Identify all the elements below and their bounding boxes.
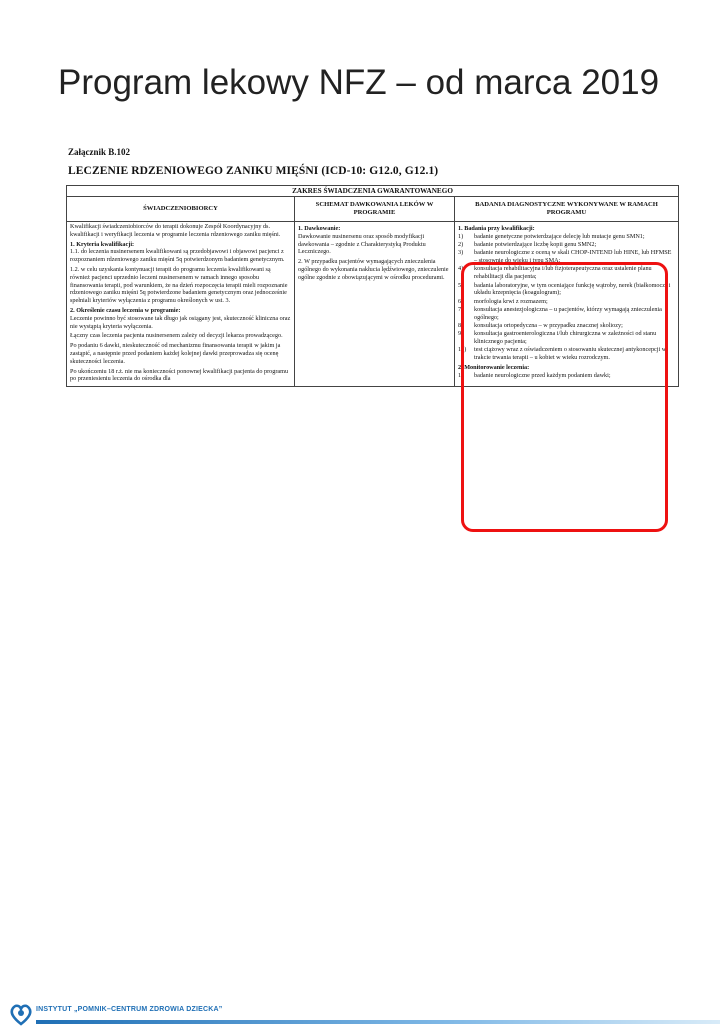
duration-text-4: Po ukończeniu 18 r.ż. nie ma konieczności ponownej kwalifikacji pacjenta do programu po przeniesieniu leczenia do ośrodka dla xyxy=(70,367,289,383)
duration-text-2: Łączny czas leczenia pacjenta nusinersenem zależy od decyzji lekarza prowadzącego. xyxy=(70,332,283,340)
qualification-tests-heading: 1. Badania przy kwalifikacji: xyxy=(458,225,535,232)
list-item-text: badanie neurologiczne z oceną w skali CHOP-INTEND lub HINE, lub HFMSE – stosownie do wieku i typu SMA; xyxy=(474,249,672,265)
duration-text-3: Po podaniu 6 dawki, nieskuteczność od mechanizmu finansowania terapii w jakim ja zastąpić, a następnie przed podaniem każdej kolejnej dawki przeprowadza się ocenę skuteczności leczenia. xyxy=(70,342,281,365)
list-item-number: 1) xyxy=(458,232,464,240)
list-item-number: 4) xyxy=(458,265,464,273)
list-item-number: 6) xyxy=(458,297,464,305)
dosing-heading: 1. Dawkowanie: xyxy=(298,225,341,232)
annex-label: Załącznik B.102 xyxy=(68,147,131,157)
document-title: LECZENIE RDZENIOWEGO ZANIKU MIĘŚNI (ICD-10: G12.0, G12.1) xyxy=(68,165,439,177)
criteria-1-1: 1.1. do leczenia nusinersenem kwalifikowani są przedobjawowi i objawowi pacjenci z rozpoznaniem rdzeniowego zaniku mięśni 5q potwierdzonym badaniem genetycznym. xyxy=(70,248,285,264)
column-header-dosing: SCHEMAT DAWKOWANIA LEKÓW W PROGRAMIE xyxy=(295,197,455,222)
list-item-text: konsultacja rehabilitacyjna i/lub fizjoterapeutyczna oraz ustalenie planu rehabilitacji dla pacjenta; xyxy=(474,265,652,281)
highlight-frame xyxy=(461,262,671,532)
dosing-text-2: 2. W przypadku pacjentów wymagających znieczulenia ogólnego do wykonania nakłucia lędźwiowego, znieczulenie ogólne zgodnie z obowiązującymi w ośrodku procedurami. xyxy=(298,258,449,281)
list-item-text: morfologia krwi z rozmazem; xyxy=(474,297,548,305)
list-item-number: 2) xyxy=(458,241,464,249)
list-item-text: badanie genetyczne potwierdzające delecję lub mutacje genu SMN1; xyxy=(474,232,645,240)
column-header-recipients: ŚWIADCZENIOBIORCY xyxy=(67,197,295,222)
list-item-text: konsultacja anestezjologiczna – u pacjentów, którzy wymagają znieczulenia ogólnego; xyxy=(474,305,662,321)
list-item-number: 10) xyxy=(458,346,467,354)
list-item-number: 9) xyxy=(458,330,464,338)
list-item-number: 1) xyxy=(458,371,464,379)
institute-name: INSTYTUT „POMNIK–CENTRUM ZDROWIA DZIECKA” xyxy=(36,1006,223,1013)
dosing-cell xyxy=(295,222,455,387)
list-item-text: konsultacja gastroenterologiczna i/lub chirurgiczna w zależności od stanu klinicznego pacjenta; xyxy=(474,330,657,346)
list-item xyxy=(458,233,675,241)
list-item-number: 8) xyxy=(458,322,464,330)
list-item-number: 5) xyxy=(458,281,464,289)
column-header-diagnostics: BADANIA DIAGNOSTYCZNE WYKONYWANE W RAMACH PROGRAMU xyxy=(455,197,679,222)
criteria-heading: 1. Kryteria kwalifikacji: xyxy=(70,240,135,248)
dosing-text-1: Dawkowanie nusinersenu oraz sposób modyfikacji dawkowania – zgodnie z Charakterystyką Produktu Leczniczego. xyxy=(298,232,426,256)
table-main-header: ZAKRES ŚWIADCZENIA GWARANTOWANEGO xyxy=(67,186,679,197)
list-item-number: 7) xyxy=(458,305,464,313)
duration-heading: 2. Określenie czasu leczenia w programie: xyxy=(70,306,181,314)
footer-bar xyxy=(36,1020,720,1024)
institute-logo-icon xyxy=(8,1001,34,1027)
list-item xyxy=(458,241,675,249)
duration-text-1: Leczenie powinno być stosowane tak długo jak osiągany jest, skuteczność kliniczna oraz nie wystąpią kryteria wyłączenia. xyxy=(70,314,291,330)
list-item-text: badanie neurologiczne przed każdym podaniem dawki; xyxy=(474,371,611,379)
recipients-intro: Kwalifikacji świadczeniobiorców do terapii dokonuje Zespół Koordynacyjny ds. kwalifikacji i weryfikacji leczenia w programie leczenia rdzeniowego zaniku mięśni. xyxy=(70,223,281,238)
slide-title: Program lekowy NFZ – od marca 2019 xyxy=(58,63,660,103)
recipients-cell xyxy=(67,222,295,387)
list-item-text: test ciążowy wraz z oświadczeniem o stosowaniu skutecznej antykoncepcji w trakcie trwania terapii – u kobiet w wieku rozrodczym. xyxy=(474,346,667,362)
list-item-text: badanie potwierdzające liczbę kopii genu SMN2; xyxy=(474,241,597,249)
footer xyxy=(0,496,720,1013)
list-item-text: konsultacja ortopedyczna – w przypadku znacznej skoliozy; xyxy=(474,322,623,330)
list-item-text: badania laboratoryjne, w tym oceniające funkcję wątroby, nerek (białkomocz) i układu krzepnięcia (koagulogram); xyxy=(474,281,671,297)
monitoring-heading: 2. Monitorowanie leczenia: xyxy=(458,364,530,372)
criteria-1-2: 1.2. w celu uzyskania kontynuacji terapii do programu leczenia kwalifikowani są również pacjenci uprzednio leczeni nusinersenem w ramach innego sposobu finansowania terapii, pod warunkiem, że na dzień rozpoczęcia terapii mieli rozpoznanie rdzeniowego zaniku mięśni 5q potwierdzone badaniem genetycznym oraz jednocześnie spełniali kryteriów wyłączenia z programu określonych w ust. 3. xyxy=(70,265,288,305)
list-item-number: 3) xyxy=(458,249,464,257)
